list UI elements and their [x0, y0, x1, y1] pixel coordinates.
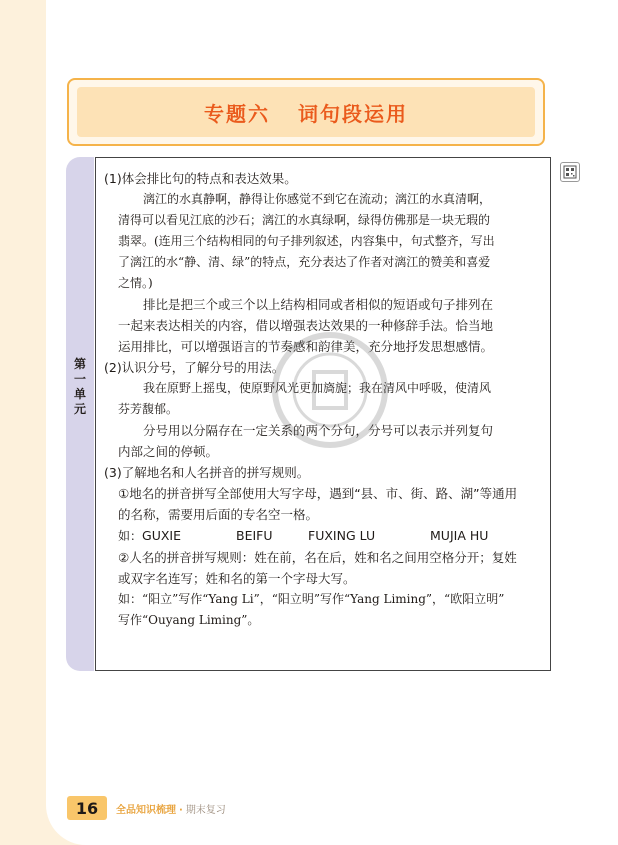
pinyin-examples [104, 525, 542, 547]
topic-number: 专题六 [204, 101, 270, 126]
example-line: 清得可以看见江底的沙石；漓江的水真绿啊，绿得仿佛那是一块无瑕的 [118, 213, 491, 227]
rule-line: ②人名的拼音拼写规则：姓在前，名在后，姓和名之间用空格分开；复姓 [118, 550, 517, 565]
topic-name: 词句段运用 [298, 101, 408, 126]
explain-line: 一起来表达相关的内容，借以增强表达效果的一种修辞手法。恰当地 [118, 318, 494, 333]
unit-label-char: 第 [73, 357, 86, 371]
pinyin-example: MUJIA HU [430, 528, 489, 543]
section-3-heading: (3)了解地名和人名拼音的拼写规则。 [104, 465, 310, 480]
example-line: 了漓江的水“静、清、绿”的特点，充分表达了作者对漓江的赞美和喜爱 [118, 255, 491, 269]
footer-book-title [116, 801, 226, 816]
qr-code-icon[interactable] [560, 162, 580, 182]
example-line: 我在原野上摇曳，使原野风光更加旖旎；我在清风中呼吸，使清风 [143, 381, 492, 395]
page-number: 16 [67, 796, 107, 820]
example-line: 如：“阳立”写作“Yang Li”，“阳立明”写作“Yang Liming”，“欧阳立明” [118, 592, 505, 606]
rule-line: 的名称，需要用后面的专名空一格。 [118, 507, 319, 522]
content-box [95, 157, 551, 671]
section-2-heading: (2)认识分号，了解分号的用法。 [104, 360, 285, 375]
example-line: 芬芳馥郁。 [118, 402, 179, 416]
unit-label-char: 单 [73, 387, 86, 401]
pinyin-example: GUXIE [142, 528, 181, 543]
example-line: 漓江的水真静啊，静得让你感觉不到它在流动；漓江的水真清啊， [143, 192, 492, 206]
footer-dot: · [179, 805, 183, 816]
unit-label-char: 一 [73, 372, 86, 386]
unit-label [66, 357, 94, 417]
example-prefix: 如： [118, 529, 143, 543]
pinyin-example: BEIFU [236, 528, 273, 543]
explain-line: 排比是把三个或三个以上结构相同或者相似的短语或句子排列在 [143, 297, 494, 312]
section-1-example [104, 189, 542, 294]
example-line: 写作“Ouyang Liming”。 [118, 613, 260, 627]
explain-line: 运用排比，可以增强语言的节奏感和韵律美，充分地抒发思想感情。 [118, 339, 494, 354]
book-subtitle: 期末复习 [185, 805, 226, 816]
rule-line: ①地名的拼音拼写全部使用大写字母，遇到“县、市、街、路、湖”等通用 [118, 486, 518, 501]
topic-banner [67, 78, 545, 146]
example-line: 翡翠。(连用三个结构相同的句子排列叙述，内容集中，句式整齐，写出 [118, 234, 495, 248]
pinyin-example: FUXING LU [308, 528, 376, 543]
book-title: 全品知识梳理 [116, 805, 176, 816]
explain-line: 分号用以分隔存在一定关系的两个分句，分号可以表示并列复句 [143, 423, 494, 438]
rule-line: 或双字名连写；姓和名的第一个字母大写。 [118, 571, 356, 586]
topic-banner-inner [77, 87, 535, 137]
section-2-example [104, 378, 542, 420]
explain-line: 内部之间的停顿。 [118, 444, 219, 459]
unit-side-tab [66, 157, 94, 671]
example-line: 之情。) [118, 276, 153, 290]
topic-title [204, 98, 408, 127]
section-1-heading: (1)体会排比句的特点和表达效果。 [104, 171, 297, 186]
unit-label-char: 元 [73, 402, 86, 416]
